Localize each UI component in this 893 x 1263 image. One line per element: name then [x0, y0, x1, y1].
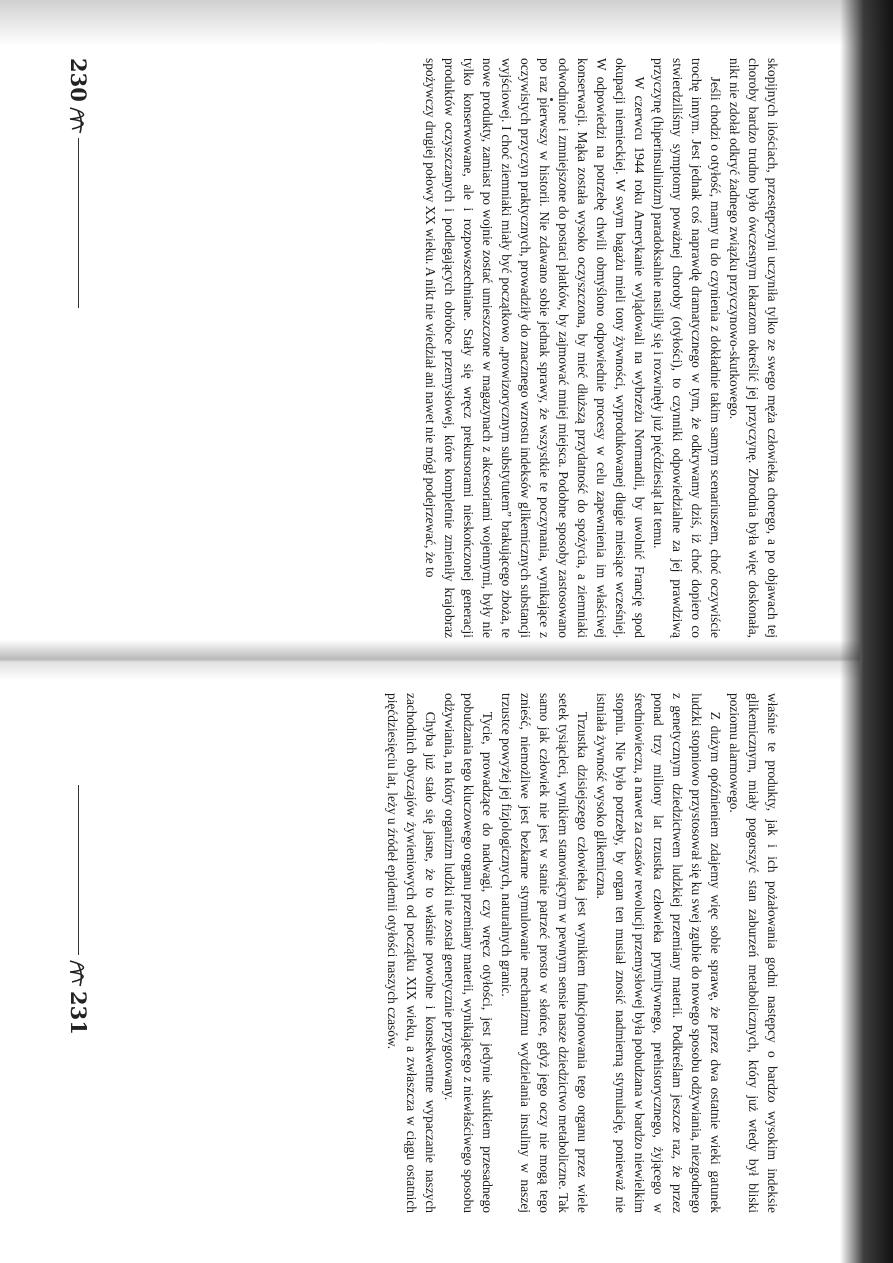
- footer-rule: [79, 785, 80, 955]
- paragraph: Tycie, prowadzące do nadwagi, czy wręcz otyłości, jest jedynie skutkiem przesadnego pobudzania tego kluczowego organu przemiany materii, wynikającego z niewłaściwego sposobu odżywiania, na który organizm ludzki nie został genetycznie przygotowany.: [442, 693, 495, 1213]
- paragraph: Trzustka dzisiejszego człowieka jest wynikiem funkcjonowania tego organu przez wiele setek tysiącleci, wynikiem stanowiącym w pewnym sensie nasze dziedzictwo metaboliczne. Tak samo jak człowiek nie jest w stanie patrzeć prosto w słońce, gdyż jego oczy nie mogą tego znieść, niemożliwe jest bezkarne stymulowanie mechanizmu wydzielania insuliny w naszej trzustce powyżej jej fizjologicznych, naturalnych granic.: [499, 693, 590, 1213]
- page-231-body: [383, 693, 782, 1213]
- top-shadow: [0, 0, 893, 46]
- page-number: 230: [66, 58, 92, 102]
- book-gutter: [0, 640, 860, 680]
- page-number: 231: [66, 991, 92, 1035]
- paragraph: właśnie te produkty, jak i ich pożałowania godni następcy o bardzo wysokim indeksie glikemicznym, miały pogorszyć stan zaburzeń metabolicznych, który już wtedy był bliski poziomu alarmowego.: [727, 693, 780, 1213]
- paragraph: Z dużym opóźnieniem zdajemy więc sobie sprawę, że przez dwa ostatnie wieki gatunek ludzki stopniowo przystosował się ku swej zgubie do nowego sposobu odżywiania, niezgodnego z genetycznym dziedzictwem ludzkiej przemiany materii. Podkreślam jeszcze raz, że przez ponad trzy miliony lat trzustka człowieka prymitywnego, prehistorycznego, żyjącego w średniowieczu, a nawet za czasów rewolucji przemysłowej była pobudzana w bardzo niewielkim stopniu. Nie było potrzeby, by organ ten musiał znosić nadmierną stymulację, ponieważ nie istniała żywność wysoko glikemiczna.: [594, 693, 723, 1213]
- page-number-footer: [66, 785, 92, 1035]
- paragraph: Jeśli chodzi o otyłość, mamy tu do czynienia z dokładnie takim samym scenariuszem, choć oczywiście trochę innym. Jest jednak coś naprawdę dramatycznego w tym, że odkrywamy dziś, iż choć dopiero co stwierdziliśmy symptomy poważnej choroby (otyłości), to czynniki odpowiedzialne za jej prawdziwą przyczynę (hiperinsulinizm) paradoksalnie nasiliły się i rozwinęły już pięćdziesiąt lat temu.: [651, 58, 723, 638]
- paragraph: skopijnych ilościach, przestępczyni uczyniła tylko ze swego męża człowieka chorego, a po objawach tej choroby bardzo trudno było ówczesnym lekarzom określić jej przyczynę. Zbrodnia była więc doskonała, nikt nie zdołał odkryć żadnego związku przyczynowo-skutkowego.: [727, 58, 780, 638]
- footer-rule: [79, 138, 80, 308]
- monogram-ornament-icon: [66, 958, 92, 988]
- paragraph: Chyba już stało się jasne, że to właśnie powolne i konsekwentne wypaczanie naszych zachodnich obyczajów żywieniowych od początku XIX wieku, a zwłaszcza w ciągu ostatnich pięćdziesięciu lat, leży u źródeł epidemii otyłości naszych czasów.: [385, 693, 438, 1213]
- page-number-footer: [66, 58, 92, 308]
- monogram-ornament-icon: [66, 105, 92, 135]
- paragraph: W czerwcu 1944 roku Amerykanie wylądowali na wybrzeżu Normandii, by uwolnić Francję spod okupacji niemieckiej. W swym bagażu mieli tony żywności, wyprodukowanej długie miesiące wcześniej. W odpowiedzi na potrzebę chwili obmyślono odpowiednie procesy w celu zapewnienia im właściwej konserwacji. Mąka została wysoko oczyszczona, by mieć dłuższą przydatność do spożycia, a ziemniaki odwodnione i zmniejszone do postaci płatków, by zajmować mniej miejsca. Podobne sposoby zastosowano po raz pierwszy w historii. Nie zdawano sobie jednak sprawy, że wszystkie te poczynania, wynikające z oczywistych przyczyn praktycznych, prowadziły do znacznego wzrostu indeksów glikemicznych substancji wyjściowej. I choć ziemniaki miały być początkowo „prowizorycznym substytutem” brakującego zboża, te nowe produkty, zamiast po wojnie zostać umieszczone w magazynach z akcesoriami wojennymi, były nie tylko konserwowane, ale i rozpowszechniane. Stały się wręcz prekursorami nieskończonej generacji produktów oczyszczanych i podlegających obróbce przemysłowej, które kompletnie zmieniły krajobraz spożywczy drugiej połowy XX wieku. A nikt nie wiedział ani nawet nie mógł podejrzewać, że to: [423, 58, 647, 638]
- page-edge-shadow: [840, 0, 893, 1263]
- page-230-body: [421, 58, 782, 638]
